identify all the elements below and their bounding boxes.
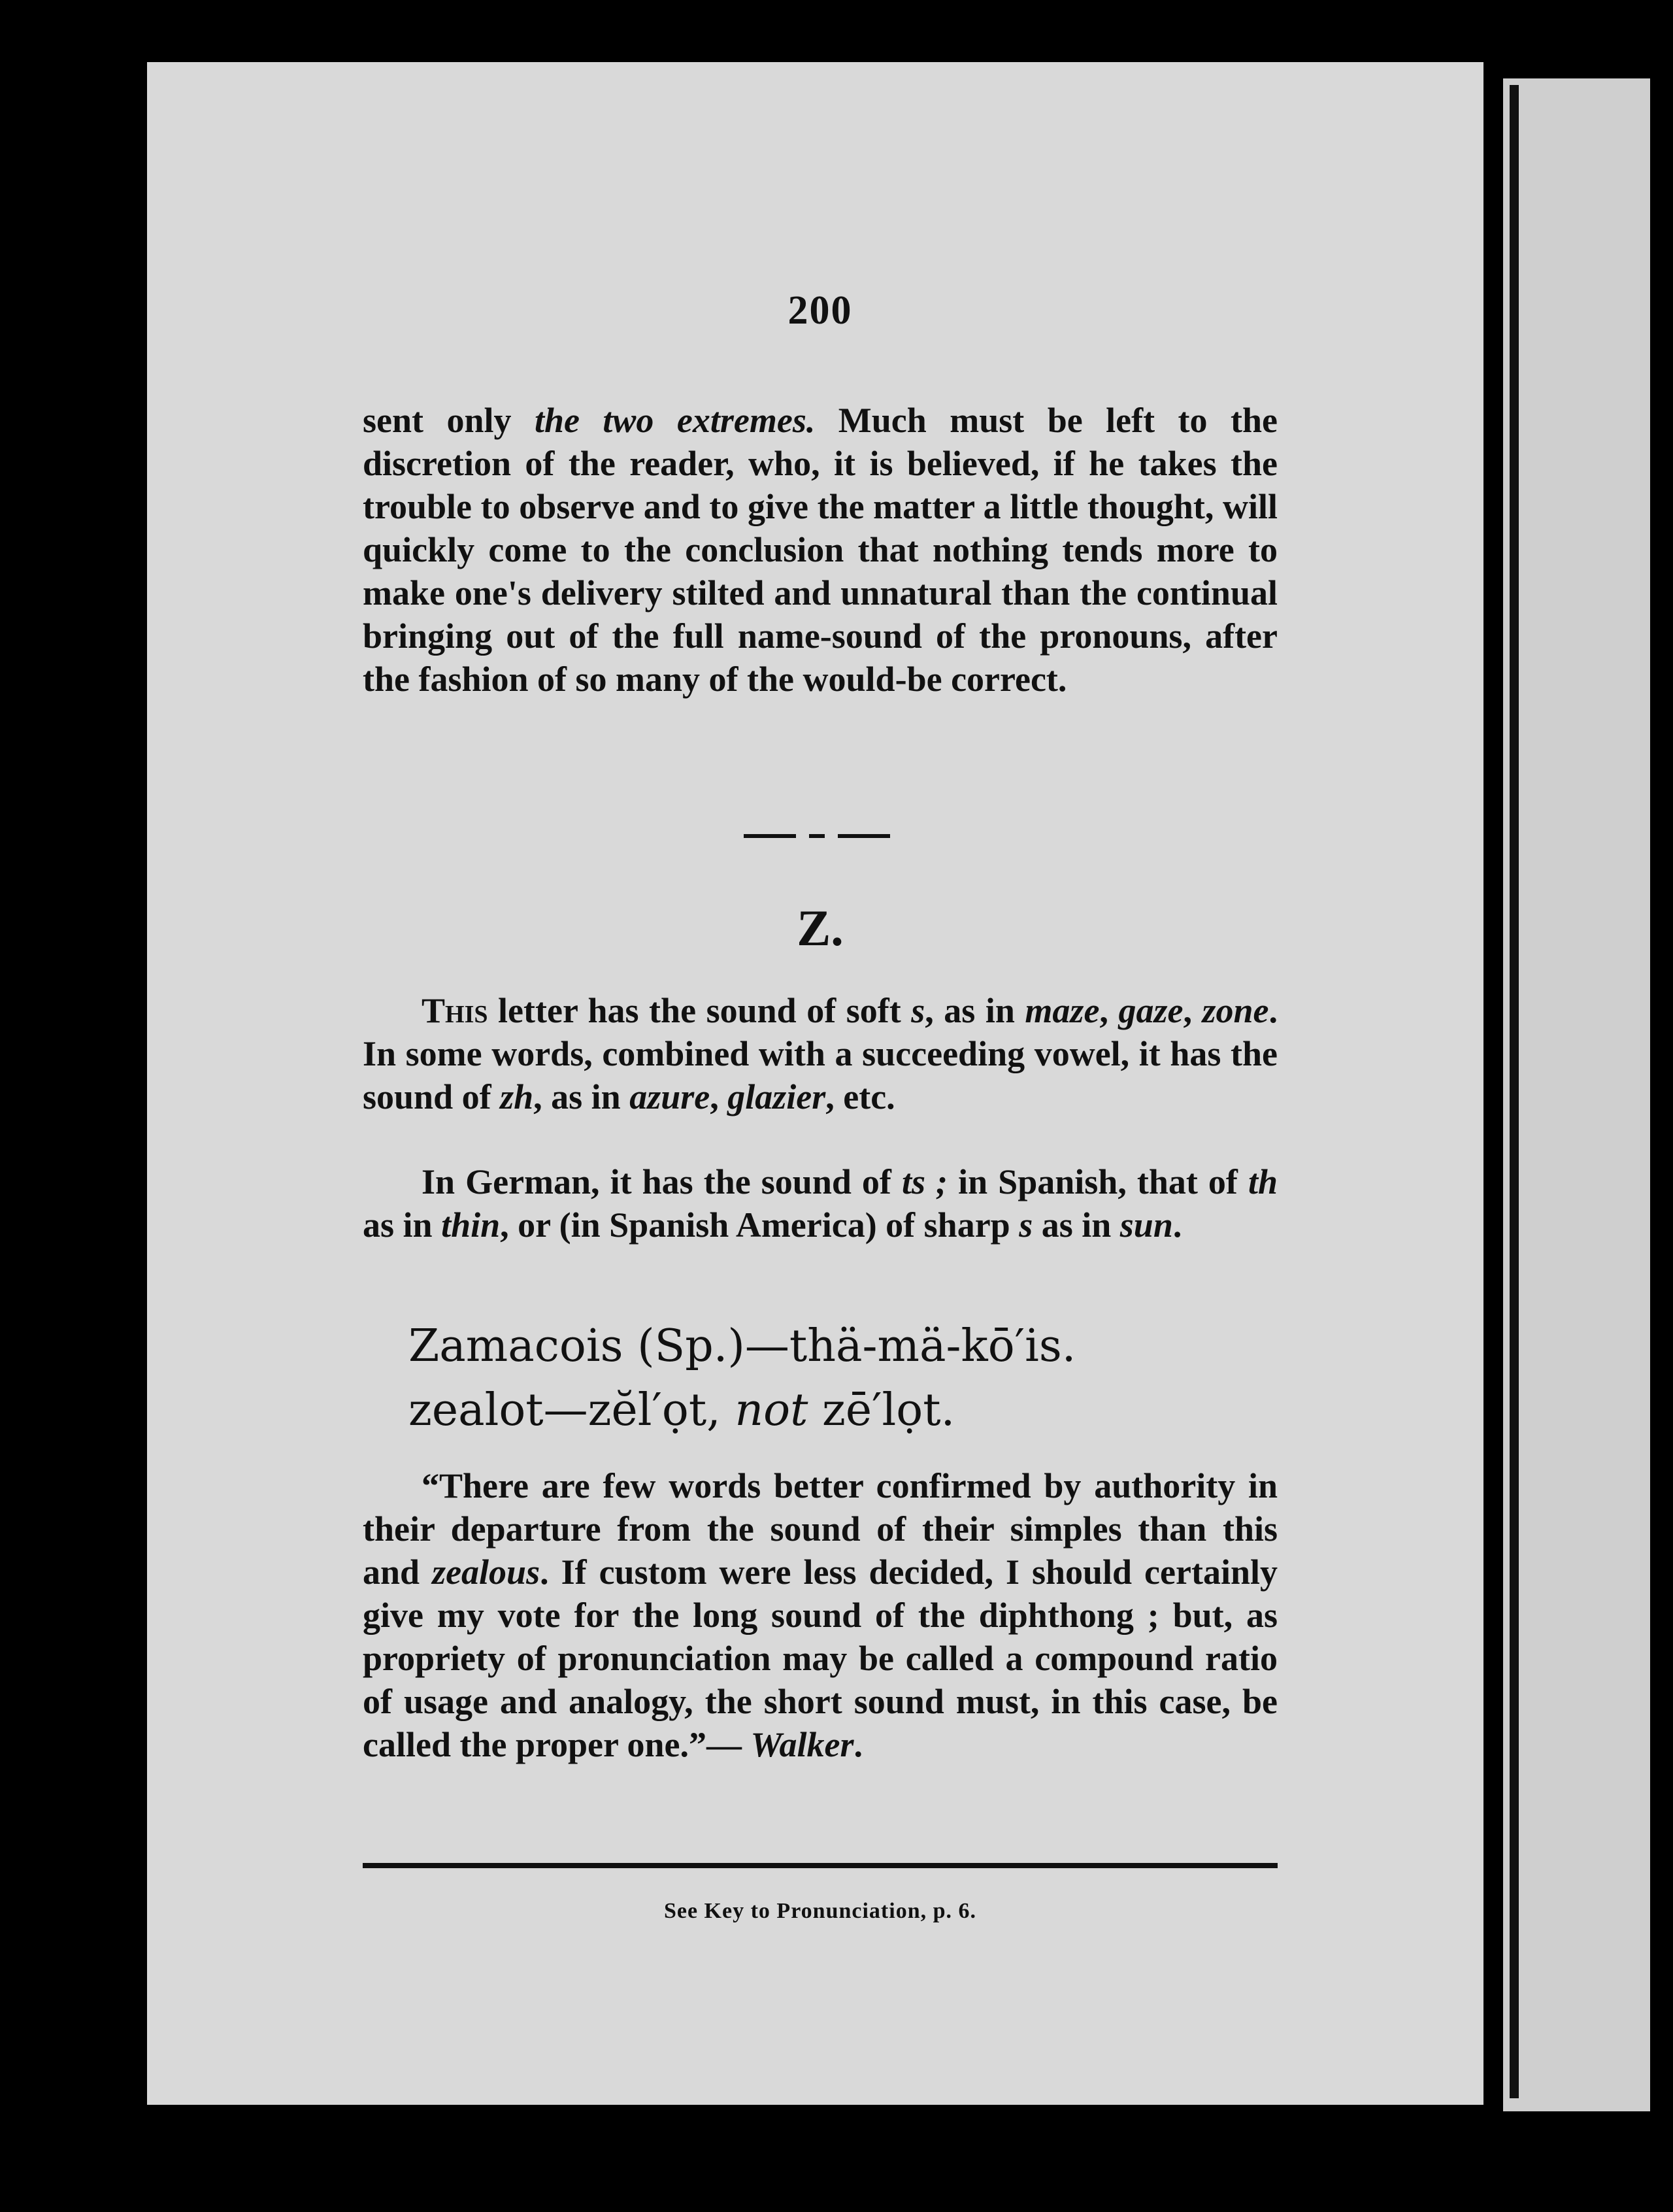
text-run: as in (363, 1205, 442, 1245)
italic-run: zone (1202, 991, 1269, 1030)
text-run: as in (1033, 1205, 1120, 1245)
italic-run: zealous (432, 1552, 540, 1592)
italic-run: gaze (1118, 991, 1184, 1030)
text-run: zē′lọt. (808, 1384, 955, 1436)
text-run: letter has the sound of soft (488, 991, 912, 1030)
text-run: In German, it has the sound of (422, 1162, 902, 1201)
section-divider (744, 834, 890, 841)
text-run: Much must be left to the discretion of the reader, who, it is believed, if he takes the trouble to observe and to give the matter a little thought, will quickly come to the conclusion that nothing tends more to make one's delivery stilted and unnatural than the continual bringing out of the full name-sound of the pronouns, after the fashion of so many of the would-be correct. (363, 401, 1278, 699)
italic-run: sun (1119, 1205, 1173, 1245)
adjacent-page-edge (1503, 78, 1650, 2111)
text-run: , as in (925, 991, 1025, 1030)
text-run: , or (in Spanish America) of sharp (500, 1205, 1019, 1245)
italic-run: th (1248, 1162, 1278, 1201)
text-run: zealot—zĕl′ọt, (408, 1384, 735, 1436)
text-run: , (1183, 991, 1202, 1030)
small-caps-lead: This (422, 991, 488, 1030)
entry-zamacois: Zamacois (Sp.)—thä-mä-kō′is. (408, 1320, 1076, 1372)
paragraph-languages (363, 1160, 1278, 1247)
italic-run: zh (500, 1077, 534, 1116)
italic-run: Walker (750, 1725, 854, 1764)
text-run: in Spanish, that of (948, 1162, 1248, 1201)
quotation-walker (363, 1464, 1278, 1766)
text-run: . If custom were less decided, I should certainly give my vote for the long sound of the diphthong ; but, as propriety of pronunciation may be called a compound ratio of usage and analogy, the short sound must, in this case, be called the proper one.”— (363, 1552, 1278, 1764)
italic-run: s (1019, 1205, 1033, 1245)
text-run: , (710, 1077, 728, 1116)
italic-run: not (735, 1384, 808, 1436)
italic-run: s (911, 991, 925, 1030)
italic-run: thin (441, 1205, 501, 1245)
text-run: “There are few words better confirmed by authority in their departure from the sound of their simples than this and (363, 1466, 1278, 1592)
text-run: , (1099, 991, 1119, 1030)
paragraph-letter-z (363, 989, 1278, 1118)
italic-run: ts ; (901, 1162, 948, 1201)
italic-run: maze (1025, 991, 1100, 1030)
footer-note: See Key to Pronunciation, p. 6. (663, 1899, 977, 1923)
paragraph-continuation (363, 399, 1278, 701)
page-number: 200 (787, 288, 853, 333)
text-run: , etc. (825, 1077, 895, 1116)
entry-zealot (408, 1384, 955, 1437)
text-run: . (853, 1725, 863, 1764)
italic-run: the two extremes. (534, 401, 816, 440)
italic-run: glazier (727, 1077, 826, 1116)
text-run: sent only (363, 401, 535, 440)
text-run: , as in (533, 1077, 630, 1116)
text-run: . In some words, combined with a succeeding vowel, it has the sound of (363, 991, 1278, 1116)
italic-run: azure (629, 1077, 710, 1116)
footer-rule (363, 1863, 1278, 1868)
section-heading: Z. (797, 899, 844, 956)
page-gutter-line (1510, 85, 1519, 2098)
text-run: . (1172, 1205, 1182, 1245)
